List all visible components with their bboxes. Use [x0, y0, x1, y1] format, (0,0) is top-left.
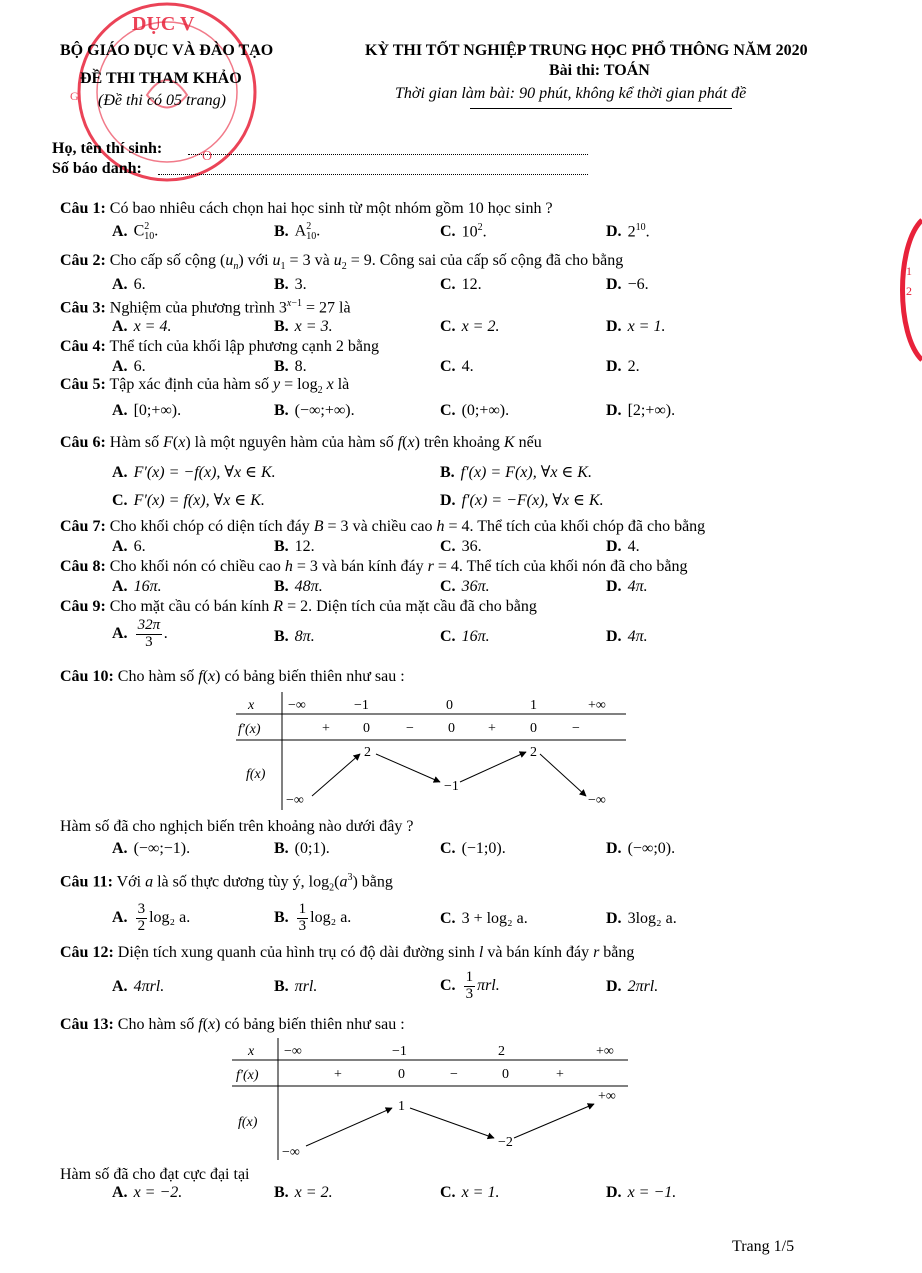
t10-sign: −	[572, 721, 580, 736]
svg-text:O: O	[202, 149, 213, 164]
t10-x-val: −1	[354, 698, 369, 713]
question-2: Câu 2: Cho cấp số cộng $(u_n)$ với $u_1 = 3$ và $u_2 = 9$. Công sai của cấp số cộng đã cho bằng	[60, 252, 624, 273]
q6-option-c[interactable]: C. F′(x) = f(x), ∀x ∈ K.	[112, 492, 265, 509]
t10-sign: 0	[363, 721, 370, 736]
q8-option-c[interactable]: C. 36π.	[440, 578, 490, 595]
question-5: Câu 5: Tập xác định của hàm số $y = \log_2 x$ là	[60, 376, 350, 397]
q12-option-b[interactable]: B. πrl.	[274, 978, 318, 995]
t10-f-val: 2	[530, 745, 537, 760]
q8-option-a[interactable]: A. 16π.	[112, 578, 162, 595]
q4-option-d[interactable]: D. 2.	[606, 358, 640, 375]
q9-option-d[interactable]: D. 4π.	[606, 628, 648, 645]
q11-option-b[interactable]: B. $\frac{1}{3}$ log₂ a.	[274, 901, 352, 934]
q4-option-c[interactable]: C. 4.	[440, 358, 474, 375]
question-10-prompt: Hàm số đã cho nghịch biến trên khoảng nào dưới đây ?	[60, 818, 414, 835]
variation-table-q10	[236, 692, 626, 812]
t10-f-val: 2	[364, 745, 371, 760]
q5-option-d[interactable]: D. [2;+∞).	[606, 402, 676, 419]
t13-x-val: −1	[392, 1044, 407, 1059]
t10-sign: +	[322, 721, 330, 736]
stamp-text: DỤC V	[132, 13, 195, 35]
q2-option-d[interactable]: D. −6.	[606, 276, 649, 293]
question-4: Câu 4: Thể tích của khối lập phương cạnh 2 bằng	[60, 338, 379, 355]
q5-option-b[interactable]: B. (−∞;+∞).	[274, 402, 355, 419]
q13-option-b[interactable]: B. x = 2.	[274, 1184, 333, 1201]
q12-option-a[interactable]: A. 4πrl.	[112, 978, 165, 995]
q12-option-d[interactable]: D. 2πrl.	[606, 978, 659, 995]
candidate-name-field[interactable]	[188, 140, 588, 155]
q1-option-b[interactable]: B. A 2 10 .	[274, 221, 321, 242]
candidate-name-label: Họ, tên thí sinh:	[52, 140, 163, 157]
q3-option-c[interactable]: C. x = 2.	[440, 318, 500, 335]
q4-option-a[interactable]: A. 6.	[112, 358, 146, 375]
q6-option-d[interactable]: D. f′(x) = −F(x), ∀x ∈ K.	[440, 492, 604, 509]
edge-stamp-mark	[896, 215, 922, 365]
ministry-name: BỘ GIÁO DỤC VÀ ĐÀO TẠO	[60, 42, 274, 59]
t10-x-val: +∞	[588, 698, 606, 713]
q13-option-d[interactable]: D. x = −1.	[606, 1184, 677, 1201]
q3-option-b[interactable]: B. x = 3.	[274, 318, 333, 335]
t10-x-val: 1	[530, 698, 537, 713]
t10-f-val: −∞	[588, 793, 606, 808]
q10-option-d[interactable]: D. (−∞;0).	[606, 840, 676, 857]
q1-option-c[interactable]: C. $10^2$.	[440, 222, 487, 241]
q8-option-b[interactable]: B. 48π.	[274, 578, 323, 595]
svg-text:1: 1	[906, 264, 912, 278]
q11-option-d[interactable]: D. 3log₂ a.	[606, 910, 677, 927]
question-7: Câu 7: Cho khối chóp có diện tích đáy B = 3 và chiều cao h = 4. Thể tích của khối chóp đã cho bằng	[60, 518, 706, 535]
exam-type: ĐỀ THI THAM KHẢO	[80, 70, 242, 87]
title-underline	[470, 108, 732, 109]
q13-option-c[interactable]: C. x = 1.	[440, 1184, 500, 1201]
t13-sign: −	[450, 1067, 458, 1082]
page-count-note: (Đề thi có 05 trang)	[98, 92, 226, 109]
question-13-prompt: Hàm số đã cho đạt cực đại tại	[60, 1166, 250, 1183]
t10-x-label: x	[248, 698, 255, 713]
t13-x-val: +∞	[596, 1044, 614, 1059]
q10-option-c[interactable]: C. (−1;0).	[440, 840, 506, 857]
q7-option-c[interactable]: C. 36.	[440, 538, 482, 555]
question-8: Câu 8: Cho khối nón có chiều cao h = 3 và bán kính đáy r = 4. Thể tích của khối nón đã cho bằng	[60, 558, 688, 575]
t13-f-val: −2	[498, 1135, 513, 1150]
q3-option-a[interactable]: A. x = 4.	[112, 318, 172, 335]
t10-fp-label: f′(x)	[238, 722, 261, 737]
t10-sign: 0	[530, 721, 537, 736]
question-13: Câu 13: Cho hàm số f(x) có bảng biến thiên như sau :	[60, 1016, 405, 1033]
t13-f-val: 1	[398, 1099, 405, 1114]
q11-option-c[interactable]: C. 3 + log₂ a.	[440, 910, 528, 927]
q3-option-d[interactable]: D. x = 1.	[606, 318, 666, 335]
question-12: Câu 12: Diện tích xung quanh của hình trụ có độ dài đường sinh l và bán kính đáy r bằng	[60, 944, 635, 961]
question-11: Câu 11: Với a là số thực dương tùy ý, $\log_2(a^3)$ bằng	[60, 872, 393, 894]
svg-text:G: G	[70, 89, 79, 103]
t13-f-val: −∞	[282, 1145, 300, 1160]
question-6: Câu 6: Hàm số F(x) là một nguyên hàm của hàm số f(x) trên khoảng K nếu	[60, 434, 542, 451]
time-note: Thời gian làm bài: 90 phút, không kể thời gian phát đề	[395, 85, 747, 102]
t13-sign: +	[334, 1067, 342, 1082]
t13-sign: +	[556, 1067, 564, 1082]
t13-fp-label: f′(x)	[236, 1068, 259, 1083]
q7-option-d[interactable]: D. 4.	[606, 538, 640, 555]
q4-option-b[interactable]: B. 8.	[274, 358, 307, 375]
q10-option-b[interactable]: B. (0;1).	[274, 840, 330, 857]
candidate-id-field[interactable]	[158, 160, 588, 175]
t13-x-val: −∞	[284, 1044, 302, 1059]
q9-option-a[interactable]: A. $\frac{32\pi}{3}$ .	[112, 617, 169, 650]
t10-f-val: −1	[444, 779, 459, 794]
q1-option-d[interactable]: D. $2^{10}$.	[606, 222, 650, 241]
q6-option-b[interactable]: B. f′(x) = F(x), ∀x ∈ K.	[440, 464, 592, 481]
exam-title: KỲ THI TỐT NGHIỆP TRUNG HỌC PHỔ THÔNG NĂM 2020	[365, 42, 808, 59]
t10-sign: +	[488, 721, 496, 736]
q13-option-a[interactable]: A. x = −2.	[112, 1184, 183, 1201]
t13-x-val: 2	[498, 1044, 505, 1059]
q7-option-b[interactable]: B. 12.	[274, 538, 315, 555]
t10-sign: 0	[448, 721, 455, 736]
q2-option-a[interactable]: A. 6.	[112, 276, 146, 293]
q7-option-a[interactable]: A. 6.	[112, 538, 146, 555]
candidate-id-label: Số báo danh:	[52, 160, 142, 177]
q1-option-a[interactable]: A. C 2 10 .	[112, 221, 159, 242]
question-9: Câu 9: Cho mặt cầu có bán kính R = 2. Diện tích của mặt cầu đã cho bằng	[60, 598, 537, 615]
t10-x-val: 0	[446, 698, 453, 713]
q8-option-d[interactable]: D. 4π.	[606, 578, 648, 595]
t13-f-val: +∞	[598, 1089, 616, 1104]
t10-f-label: f(x)	[246, 767, 266, 782]
question-3: Câu 3: Nghiệm của phương trình $3^{x-1} = 27$ là	[60, 298, 351, 317]
q12-option-c[interactable]: C. $\frac{1}{3}$ πrl.	[440, 969, 500, 1002]
q5-option-a[interactable]: A. [0;+∞).	[112, 402, 182, 419]
q2-option-c[interactable]: C. 12.	[440, 276, 482, 293]
t10-x-val: −∞	[288, 698, 306, 713]
t13-sign: 0	[502, 1067, 509, 1082]
q2-option-b[interactable]: B. 3.	[274, 276, 307, 293]
page-number: Trang 1/5	[732, 1238, 795, 1255]
subject: Bài thi: TOÁN	[549, 62, 650, 79]
question-10: Câu 10: Cho hàm số f(x) có bảng biến thiên như sau :	[60, 668, 405, 685]
t13-f-label: f(x)	[238, 1115, 258, 1130]
q5-option-c[interactable]: C. (0;+∞).	[440, 402, 510, 419]
q9-option-c[interactable]: C. 16π.	[440, 628, 490, 645]
t13-x-label: x	[248, 1044, 255, 1059]
t10-sign: −	[406, 721, 414, 736]
question-1: Câu 1: Có bao nhiêu cách chọn hai học sinh từ một nhóm gồm 10 học sinh ?	[60, 200, 553, 217]
q11-option-a[interactable]: A. $\frac{3}{2}$ log₂ a.	[112, 901, 191, 934]
q6-option-a[interactable]: A. F′(x) = −f(x), ∀x ∈ K.	[112, 464, 276, 481]
svg-text:2: 2	[906, 284, 912, 298]
q10-option-a[interactable]: A. (−∞;−1).	[112, 840, 191, 857]
t13-sign: 0	[398, 1067, 405, 1082]
t10-f-val: −∞	[286, 793, 304, 808]
q9-option-b[interactable]: B. 8π.	[274, 628, 315, 645]
variation-table-q13	[232, 1038, 628, 1162]
